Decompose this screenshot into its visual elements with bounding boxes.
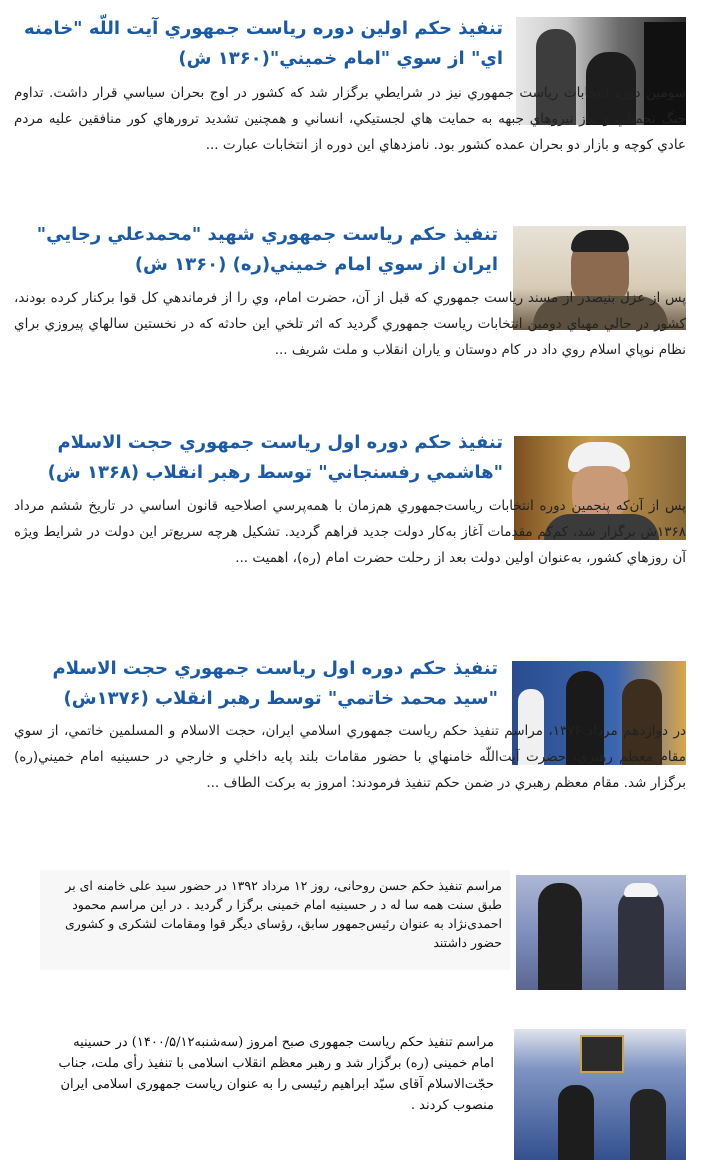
article-2-body: پس از عزل بنيصدر از مسند رياست جمهوري كه قبل از آن، حضرت امام، وي را از فرماندهي كل قوا بركنار كرده بودند، كشور در حالي مهياي دومين انتخابات رياست جمهوري گرديد كه اثر تلخي اين حادثه كه در نخستين سالهاي پيروزي براي نظام نوپاي اسلام روي داد در كام دوستان و ياران انقلاب و ملت شريف ... (14, 290, 686, 358)
article-3-title[interactable]: تنفيذ حكم دوره اول رياست جمهوري حجت الاسلام "هاشمي رفسنجاني" توسط رهبر انقلاب (۱۳۶۸ ش) (47, 432, 503, 483)
article-6-photo[interactable] (514, 1029, 686, 1160)
caption-rouhani: مراسم تنفيذ حكم حسن روحانی، روز ۱۲ مرداد ۱۳۹۲ در حضور سيد علی خامنه ای بر طبق سنت همه سا له د ر حسينيه امام خمينی برگزا ر گردید . در این مراسم محمود احمدی‌نژاد به عنوان رئيس‌جمهور سابق، رؤسای دیگر قوا ومقامات لشکری و کشوری حضور داشتند (40, 870, 510, 970)
article-2-title[interactable]: تنفيذ حكم رياست جمهوري شهيد "محمدعلي رجايي" ايران از سوي امام خميني(ره) (۱۳۶۰ ش) (36, 224, 498, 275)
article-3-body: پس از آن‌كه پنجمين دوره انتخابات رياست‌جمهوري هم‌زمان با همه‌پرسي اصلاحيه قانون اساسي در تاريخ ششم مرداد ۱۳۶۸ش برگزار شد، كم‌كم مقدمات آغاز به‌كار دولت جديد فراهم گرديد. تشكيل هرچه سريع‌تر اين دولت در شرايط ويژه آن روزهاي كشور، به‌عنوان اولين دولت بعد از رحلت حضرت امام (ره)، اهميت ... (14, 498, 686, 566)
article-5-photo[interactable] (516, 875, 686, 990)
caption-raisi: مراسم تنفیذ حکم ریاست جمهوری صبح امروز (سه‌شنبه۱۴۰۰/۵/۱۲) در حسینیه امام خمینی (ره) برگزار شد و رهبر معظم انقلاب اسلامی با تنفیذ رأی ملت، جناب حجّت‌الاسلام آقای سیّد ابراهیم رئیسی را به عنوان ریاست جمهوری اسلامی ایران منصوب کردند . (42, 1026, 502, 1144)
article-1-body: سومين دوره انتخابات رياست جمهوري نيز در شرايطي برگزار شد كه كشور در اوج بحران سياسي قرار داشت. تداوم جنگ تحميلي و نياز نيروهاي جبهه به حمايت هاي لجستيكي، انساني و همچنين تشديد ترورهاي كور منافقين عليه مردم عادي كوچه و بازار دو بحران عمده كشور بود. نامزدهاي اين دوره از انتخابات عبارت ... (14, 85, 686, 153)
article-4-body: در دوازدهم مرداد ۱۳۷۶، مراسم تنفيذ حكم رياست جمهوري اسلامي ايران، حجت الاسلام و المسلمين خاتمي، از سوي مقام معظم رهبري، حضرت آيت‌اللّه خامنهاي با حضور مقامات بلند پايه داخلي و خارجي در حسينيه امام خميني(ره) برگزار شد. مقام معظم رهبري در ضمن حكم تنفيذ فرمودند: امروز به بركت الطاف ... (14, 723, 686, 791)
article-4-title[interactable]: تنفيذ حكم دوره اول رياست جمهوري حجت الاسلام "سيد محمد خاتمي" توسط رهبر انقلاب (۱۳۷۶ش) (52, 658, 498, 709)
article-1-title[interactable]: تنفيذ حكم اولين دوره رياست جمهوري آيت اللّه "خامنه اي" از سوي "امام خميني"(۱۳۶۰ ش) (24, 18, 503, 69)
